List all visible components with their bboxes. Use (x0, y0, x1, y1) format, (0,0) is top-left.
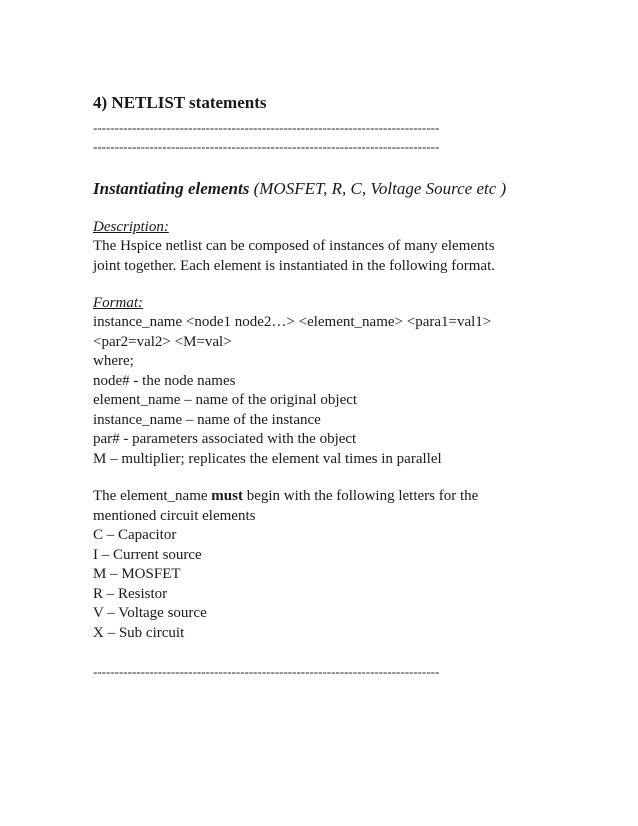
document-page (93, 92, 553, 681)
section-heading: 4) NETLIST statements (93, 93, 267, 112)
format-block (93, 294, 553, 469)
letter-item: C – Capacitor (93, 527, 177, 543)
format-line: where; (93, 353, 134, 369)
must-rule-line (93, 487, 553, 507)
format-line: element_name – name of the original object (93, 392, 358, 408)
format-text (93, 313, 553, 469)
subsection-title-rest: (MOSFET, R, C, Voltage Source etc ) (249, 179, 507, 198)
format-line: node# - the node names (93, 372, 236, 389)
letter-item: I – Current source (93, 546, 202, 563)
dashed-divider-3: -------------------------------------------------------------------------------- (93, 664, 440, 679)
description-block (93, 218, 553, 276)
dashed-divider-2: -------------------------------------------------------------------------------- (93, 139, 440, 154)
subsection-title (93, 178, 553, 199)
description-line: joint together. Each element is instantiated in the following format. (93, 257, 495, 274)
letter-item: M – MOSFET (93, 566, 181, 582)
format-label: Format: (93, 295, 143, 311)
format-line: par# - parameters associated with the object (93, 431, 357, 447)
description-text (93, 237, 553, 276)
must-rule-post: begin with the following letters for the (242, 488, 479, 504)
description-label: Description: (93, 219, 169, 235)
letter-item: R – Resistor (93, 585, 168, 602)
format-line: M – multiplier; replicates the element val times in parallel (93, 450, 442, 467)
element-letter-block (93, 487, 553, 643)
dashed-divider-1: -------------------------------------------------------------------------------- (93, 120, 440, 135)
format-line: <par2=val2> <M=val> (93, 333, 232, 350)
must-rule-emphasis: must (211, 488, 243, 504)
must-rule-line: mentioned circuit elements (93, 507, 256, 524)
must-rule-text (93, 487, 553, 643)
description-line: The Hspice netlist can be composed of instances of many elements (93, 238, 495, 254)
must-rule-pre: The element_name (93, 488, 212, 504)
format-line: instance_name <node1 node2…> <element_name> <para1=val1> (93, 314, 492, 330)
subsection-title-bold: Instantiating elements (93, 179, 250, 198)
format-line: instance_name – name of the instance (93, 411, 321, 428)
letter-item: X – Sub circuit (93, 624, 185, 641)
letter-item: V – Voltage source (93, 605, 207, 621)
